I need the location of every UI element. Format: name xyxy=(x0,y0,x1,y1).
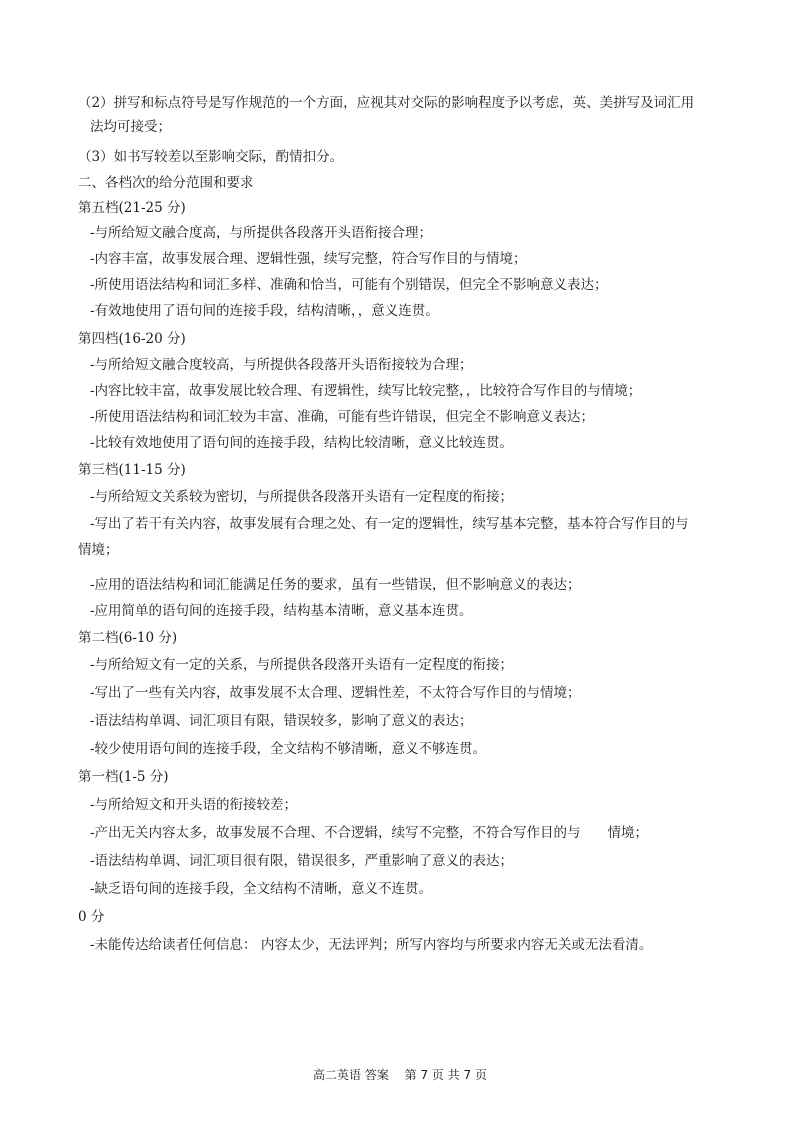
level-4-item: -比较有效地使用了语句间的连接手段，结构比较清晰，意义比较连贯。 xyxy=(90,435,514,451)
level-2-item: -较少使用语句间的连接手段，全文结构不够清晰，意义不够连贯。 xyxy=(90,741,487,757)
level-2-item: -与所给短文有一定的关系，与所提供各段落开头语有一定程度的衔接； xyxy=(90,657,514,673)
level-5-item: -内容丰富，故事发展合理、逻辑性强，续写完整，符合写作目的与情境； xyxy=(90,251,527,267)
level-1-title: 第一档(1-5 分) xyxy=(78,769,169,785)
level-3-item: -写出了若干有关内容，故事发展有合理之处、有一定的逻辑性，续写基本完整，基本符合写作目的与 xyxy=(90,516,689,532)
level-4-item: -内容比较丰富，故事发展比较合理、有逻辑性，续写比较完整，，比较符合写作目的与情境； xyxy=(90,383,642,399)
level-1-item: -产出无关内容太多，故事发展不合理、不合逻辑，续写不完整，不符合写作目的与 情境； xyxy=(90,825,649,841)
level-3-item: -应用的语法结构和词汇能满足任务的要求，虽有一些错误，但不影响意义的表达； xyxy=(90,577,581,593)
level-5-title: 第五档(21-25 分) xyxy=(78,200,186,216)
level-3-item: -与所给短文关系较为密切，与所提供各段落开头语有一定程度的衔接； xyxy=(90,489,514,505)
level-3-item: -应用简单的语句间的连接手段，结构基本清晰，意义基本连贯。 xyxy=(90,603,473,619)
level-1-item: -与所给短文和开头语的衔接较差； xyxy=(90,797,298,813)
level-5-item: -与所给短文融合度高，与所提供各段落开头语衔接合理； xyxy=(90,225,433,241)
intro-item-3: （3）如书写较差以至影响交际，酌情扣分。 xyxy=(78,149,344,165)
level-1-item: -语法结构单调、词汇项目很有限，错误很多，严重影响了意义的表达； xyxy=(90,853,514,869)
level-2-title: 第二档(6-10 分) xyxy=(78,630,178,646)
page-footer: 高二英语 答案 第 7 页 共 7 页 xyxy=(313,1068,487,1082)
level-0-item: -未能传达给读者任何信息： 内容太少，无法评判；所写内容均与所要求内容无关或无法看清。 xyxy=(90,937,653,953)
intro-item-2-line1: （2）拼写和标点符号是写作规范的一个方面，应视其对交际的影响程度予以考虑，英、美拼写及词汇用 xyxy=(78,95,695,111)
level-3-item-continued: 情境； xyxy=(78,542,119,558)
level-3-title: 第三档(11-15 分) xyxy=(78,462,186,478)
level-4-item: -所使用语法结构和词汇较为丰富、准确，可能有些许错误，但完全不影响意义表达； xyxy=(90,409,595,425)
level-4-item: -与所给短文融合度较高，与所提供各段落开头语衔接较为合理； xyxy=(90,357,473,373)
level-4-title: 第四档(16-20 分) xyxy=(78,331,186,347)
intro-item-2-line2: 法均可接受； xyxy=(90,119,171,135)
level-5-item: -有效地使用了语句间的连接手段，结构清晰，，意义连贯。 xyxy=(90,303,439,319)
level-0-title: 0 分 xyxy=(78,909,105,925)
level-2-item: -写出了一些有关内容，故事发展不太合理、逻辑性差，不太符合写作目的与情境； xyxy=(90,685,581,701)
level-1-item: -缺乏语句间的连接手段，全文结构不清晰，意义不连贯。 xyxy=(90,881,433,897)
level-2-item: -语法结构单调、词汇项目有限，错误较多，影响了意义的表达； xyxy=(90,713,473,729)
level-5-item: -所使用语法结构和词汇多样、准确和恰当，可能有个别错误，但完全不影响意义表达； xyxy=(90,277,608,293)
section-2-title: 二、各档次的给分范围和要求 xyxy=(78,175,254,191)
